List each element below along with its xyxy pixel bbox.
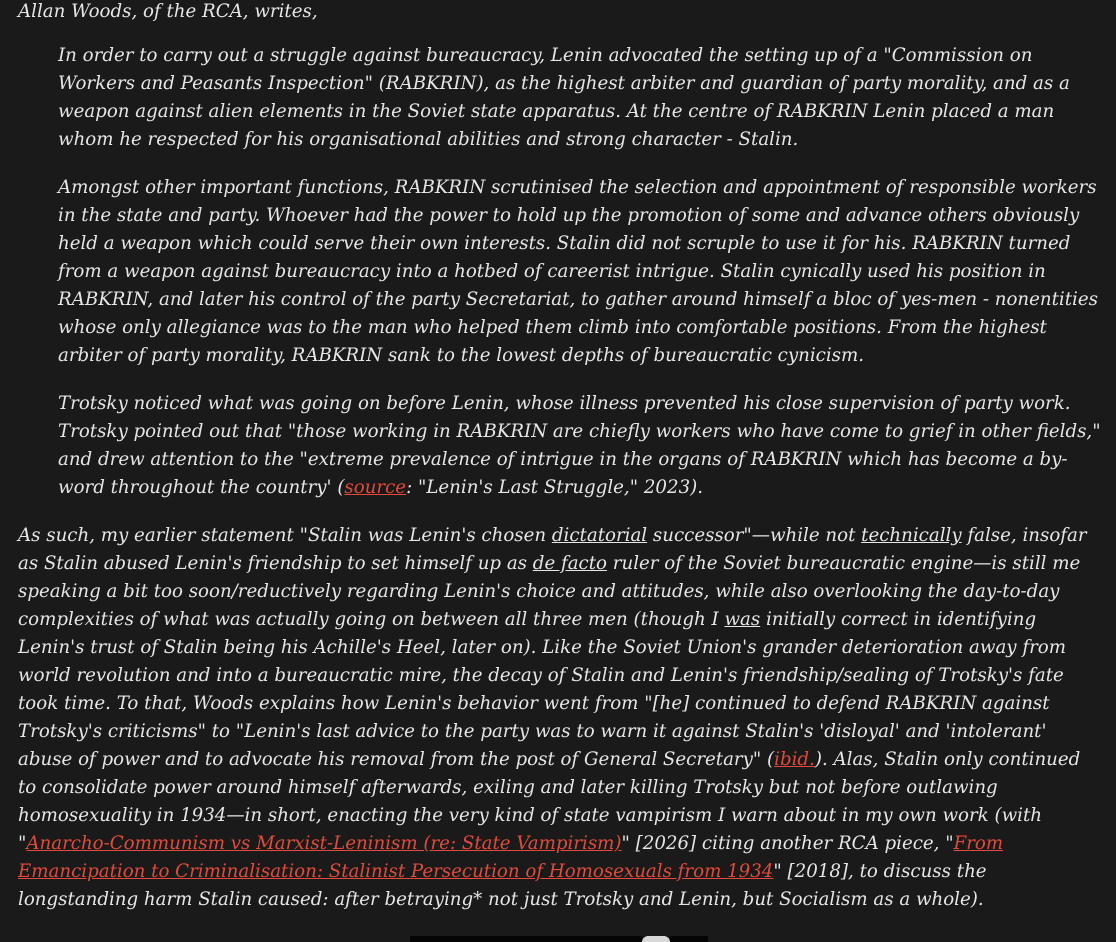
body-text-7: " [2026] citing another RCA piece, " bbox=[621, 833, 954, 854]
ibid-link[interactable]: ibid. bbox=[774, 749, 815, 770]
underlined-technically: technically bbox=[861, 525, 962, 546]
body-paragraph bbox=[18, 522, 1104, 914]
quote-paragraph-1: In order to carry out a struggle against bureaucracy, Lenin advocated the setting up of a "Commission on Workers and Peasants Inspection" (RABKRIN), as the highest arbiter and guardian of party morality, and as a weapon against alien elements in the Soviet state apparatus. At the centre of RABKRIN Lenin placed a man whom he respected for his organisational abilities and strong character - Stalin. bbox=[58, 45, 1070, 150]
body-text-2: successor"—while not bbox=[647, 525, 862, 546]
underlined-was: was bbox=[724, 609, 761, 630]
quote-paragraph-3-tail: : "Lenin's Last Struggle," 2023). bbox=[406, 477, 704, 498]
source-link[interactable]: source bbox=[344, 477, 407, 498]
quote-paragraph-2: Amongst other important functions, RABKRIN scrutinised the selection and appointment of responsible workers in the state and party. Whoever had the power to hold up the promotion of some and advance others obviously held a weapon which could serve their own interests. Stalin did not scruple to use it for his. RABKRIN turned from a weapon against bureaucracy into a hotbed of careerist intrigue. Stalin cynically used his position in RABKRIN, and later his control of the party Secretariat, to gather around himself a bloc of yes-men - nonentities whose only allegiance was to the man who helped them climb into comfortable positions. From the highest arbiter of party morality, RABKRIN sank to the lowest depths of bureaucratic cynicism. bbox=[58, 177, 1098, 366]
anarcho-communism-link[interactable]: Anarcho-Communism vs Marxist-Leninism (re: State Vampirism) bbox=[26, 833, 622, 854]
quote-paragraph-3 bbox=[58, 390, 1104, 502]
emancipation-link[interactable]: From Emancipation to Criminalisation: Stalinist Persecution of Homosexuals from 1934 bbox=[18, 833, 1004, 882]
intro-line: Allan Woods, of the RCA, writes, bbox=[18, 1, 318, 22]
quote-paragraph-3-text: Trotsky noticed what was going on before Lenin, whose illness prevented his close supervision of party work. Trotsky pointed out that "those working in RABKRIN are chiefly workers who have come to grief in other fields," and drew attention to the "extreme prevalence of intrigue in the organs of RABKRIN which has become a by-word throughout the country' ( bbox=[58, 393, 1101, 498]
body-text-4: ruler of the Soviet bureaucratic engine—is still me speaking a bit too soon/reductively regarding Lenin's choice and attitudes, while also overlooking the day-to-day complexities of what was actually going on between all three men (though I bbox=[18, 553, 1081, 630]
body-text-3: false, insofar as Stalin abused Lenin's friendship to set himself up as bbox=[18, 525, 1087, 574]
underlined-dictatorial: dictatorial bbox=[551, 525, 648, 546]
body-text-1: As such, my earlier statement "Stalin was Lenin's chosen bbox=[18, 525, 552, 546]
body-text-6: ). Alas, Stalin only continued to consolidate power around himself afterwards, exiling and later killing Trotsky but not before outlawing homosexuality in 1934—in short, enacting the very kind of state vampirism I warn about in my own work (with " bbox=[18, 749, 1081, 854]
embedded-image-top-edge bbox=[410, 936, 708, 942]
underlined-de-facto: de facto bbox=[532, 553, 608, 574]
article-content bbox=[18, 0, 1104, 914]
block-quote bbox=[18, 42, 1104, 502]
body-text-8: " [2018], to discuss the longstanding harm Stalin caused: after betraying* not just Trotsky and Lenin, but Socialism as a whole). bbox=[18, 861, 987, 910]
body-text-5: initially correct in identifying Lenin's trust of Stalin being his Achille's Heel, later on). Like the Soviet Union's grander deterioration away from world revolution and into a bureaucratic mire, the decay of Stalin and Lenin's friendship/sealing of Trotsky's fate took time. To that, Woods explains how Lenin's behavior went from "[he] continued to defend RABKRIN against Trotsky's criticisms" to "Lenin's last advice to the party was to warn it against Stalin's 'disloyal' and 'intolerant' abuse of power and to advocate his removal from the post of General Secretary" ( bbox=[18, 609, 1066, 770]
image-highlight bbox=[642, 936, 670, 942]
